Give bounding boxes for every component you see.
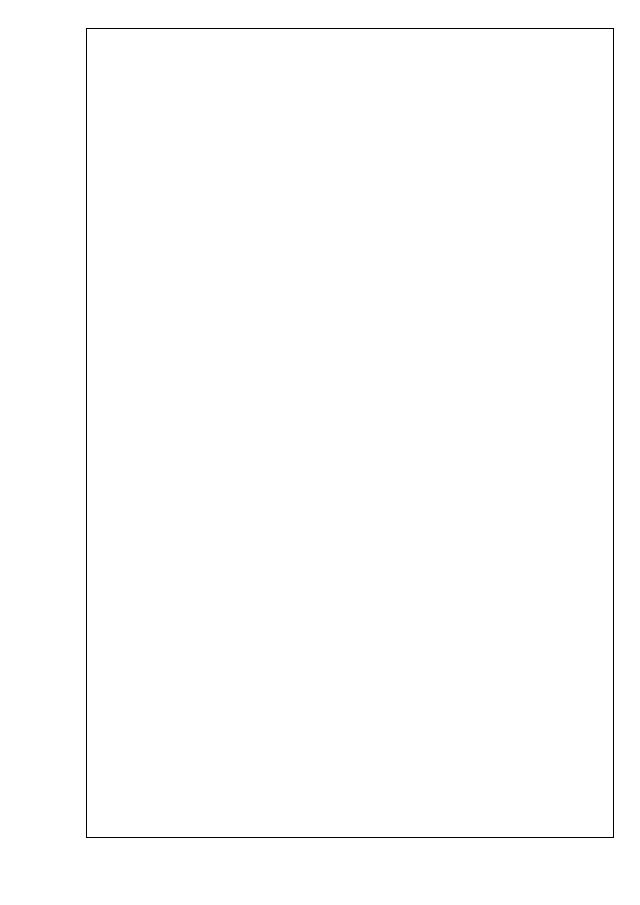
indicators-table — [86, 28, 614, 838]
